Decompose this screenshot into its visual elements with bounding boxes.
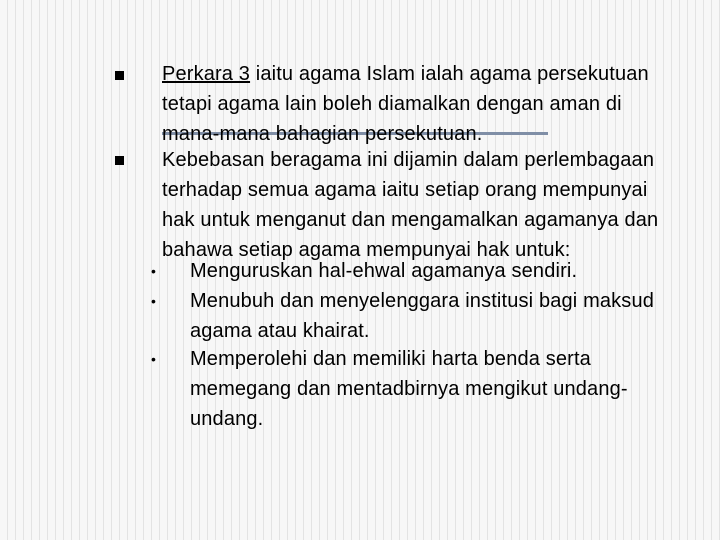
sub-point-2: [190, 286, 654, 346]
square-bullet-icon: [115, 71, 124, 80]
sub-point-line: agama atau khairat.: [190, 320, 370, 342]
sub-point-line: undang.: [190, 408, 264, 430]
bullet-point-2: [162, 145, 658, 265]
sub-point-line: Memperolehi dan memiliki harta benda serta: [190, 348, 591, 370]
sub-point-line: Menguruskan hal-ehwal agamanya sendiri.: [190, 260, 578, 282]
bullet-point-1: [162, 59, 649, 149]
round-bullet-icon: •: [151, 263, 156, 279]
round-bullet-icon: •: [151, 351, 156, 367]
point2-line4: bahawa setiap agama mempunyai hak untuk:: [162, 239, 571, 261]
square-bullet-icon: [115, 156, 124, 165]
point1-line3: mana-mana bahagian persekutuan.: [162, 123, 483, 145]
point2-line2: terhadap semua agama iaitu setiap orang mempunyai: [162, 179, 648, 201]
point2-line1: Kebebasan beragama ini dijamin dalam perlembagaan: [162, 149, 655, 171]
sub-point-1: [190, 256, 577, 286]
point1-line1-rest: iaitu agama Islam ialah agama persekutuan: [250, 63, 649, 85]
sub-point-line: memegang dan mentadbirnya mengikut undang-: [190, 378, 628, 400]
point1-line2: tetapi agama lain boleh diamalkan dengan aman di: [162, 93, 622, 115]
point1-emphasis: Perkara 3: [162, 63, 251, 85]
point1-line1: [162, 59, 649, 89]
point2-line3: hak untuk menganut dan mengamalkan agamanya dan: [162, 209, 659, 231]
sub-point-3: [190, 344, 628, 434]
sub-point-line: Menubuh dan menyelenggara institusi bagi maksud: [190, 290, 655, 312]
round-bullet-icon: •: [151, 293, 156, 309]
